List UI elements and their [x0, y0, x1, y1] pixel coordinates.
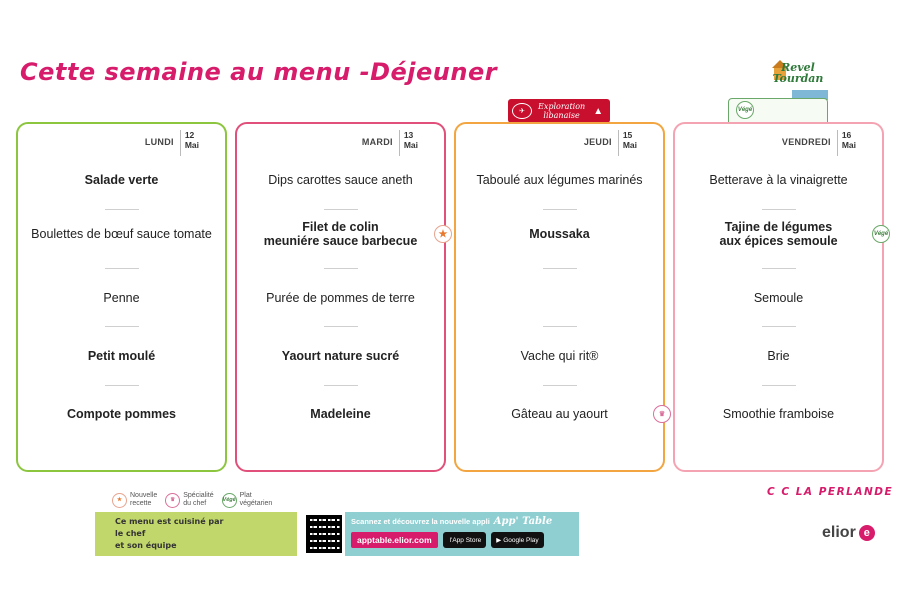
revel-line2: Tourdan: [772, 72, 824, 85]
dish-divider: [543, 385, 577, 386]
dish-1: Taboulé aux légumes marinés: [476, 173, 643, 187]
exploration-libanaise-tag: [508, 99, 610, 123]
dish-divider: [105, 209, 139, 210]
revel-tourdan-text: [768, 62, 828, 84]
dish-divider: [105, 326, 139, 327]
dish-5: Smoothie framboise: [722, 407, 835, 421]
dish-divider: [762, 385, 796, 386]
google-play-button[interactable]: ▶ Google Play: [491, 532, 543, 548]
dish-divider: [324, 385, 358, 386]
app-store-button[interactable]: l'App Store: [443, 532, 487, 548]
app-banner[interactable]: [303, 512, 579, 556]
dish-4: Brie: [767, 349, 790, 363]
day-header: [584, 130, 637, 156]
nouvelle-recette-icon: ★: [434, 225, 452, 243]
site-name: C C LA PERLANDE: [767, 486, 894, 498]
dish-2: Moussaka: [529, 227, 590, 241]
cook-note-line2: le chef: [115, 529, 146, 538]
dish-divider: [324, 268, 358, 269]
dish-2: Boulettes de bœuf sauce tomate: [31, 227, 212, 241]
dish-3: Penne: [103, 291, 140, 305]
day-card-lundi: [16, 122, 227, 472]
cook-note: [95, 512, 297, 556]
day-date: 12 Mai: [184, 130, 199, 150]
dish-4: Petit moulé: [87, 349, 156, 363]
dish-3: Semoule: [753, 291, 804, 305]
revel-line1: Revel: [781, 61, 815, 74]
dish-1: Dips carottes sauce aneth: [268, 173, 413, 187]
day-header: [362, 130, 418, 156]
dish-1: Salade verte: [84, 173, 159, 187]
brand-name: elior: [822, 524, 856, 541]
day-card-vendredi: [673, 122, 889, 472]
dish-4: Vache qui rit®: [520, 349, 599, 363]
dish-divider: [105, 385, 139, 386]
dish-divider: [543, 268, 577, 269]
day-separator: [837, 130, 838, 156]
day-separator: [180, 130, 181, 156]
day-header: [782, 130, 856, 156]
dish-divider: [762, 268, 796, 269]
app-name: App' Table: [493, 516, 553, 527]
app-banner-text: Scannez et découvrez la nouvelle appli: [351, 517, 490, 526]
cedar-icon: ▲: [593, 105, 604, 117]
dish-divider: [762, 209, 796, 210]
specialite-chef-icon: ♛: [165, 493, 180, 508]
dish-divider: [324, 209, 358, 210]
day-header: [145, 130, 199, 156]
dish-5: Madeleine: [310, 407, 371, 421]
plat-vegetarien-icon: Végé: [222, 493, 237, 508]
day-date: 13 Mai: [403, 130, 418, 150]
cook-note-line3: et son équipe: [115, 541, 177, 550]
elior-mark-icon: e: [859, 525, 875, 541]
dish-divider: [543, 209, 577, 210]
cook-note-line1: Ce menu est cuisiné par: [115, 517, 224, 526]
dish-5: Gâteau au yaourt: [511, 407, 608, 421]
globe-icon: ✈: [512, 103, 532, 119]
nouvelle-recette-icon: ★: [112, 493, 127, 508]
day-separator: [399, 130, 400, 156]
day-name: MARDI: [361, 137, 393, 147]
dish-3: Purée de pommes de terre: [266, 291, 415, 305]
dish-1: Betterave à la vinaigrette: [709, 173, 848, 187]
play-icon: ▶: [496, 537, 502, 544]
dish-divider: [324, 326, 358, 327]
dish-4: Yaourt nature sucré: [281, 349, 400, 363]
apptable-link[interactable]: apptable.elior.com: [351, 532, 438, 548]
dish-2: Tajine de légumes aux épices semoule: [719, 220, 838, 248]
day-card-mardi: [235, 122, 446, 472]
day-card-jeudi: [454, 122, 665, 472]
legend-item-plat-vegetarien: Végé Plat végétarien: [222, 492, 273, 507]
day-name: VENDREDI: [781, 137, 831, 147]
legend-item-nouvelle-recette: ★ Nouvelle recette: [112, 492, 157, 508]
specialite-chef-icon: ♛: [653, 405, 671, 423]
plat-vegetarien-icon: Végé: [872, 225, 890, 243]
legend: [112, 492, 272, 508]
day-date: 16 Mai: [841, 130, 856, 150]
qr-code[interactable]: [303, 512, 345, 556]
page-title: Cette semaine au menu -Déjeuner: [20, 58, 498, 86]
dish-divider: [762, 326, 796, 327]
legend-item-specialite-chef: ♛ Spécialité du chef: [165, 492, 213, 508]
day-date: 15 Mai: [622, 130, 637, 150]
dish-divider: [543, 326, 577, 327]
dish-5: Compote pommes: [66, 407, 177, 421]
exploration-line1: Exploration: [538, 102, 586, 111]
elior-logo: [822, 524, 875, 542]
day-name: JEUDI: [583, 137, 612, 147]
vege-badge-icon: Végé: [736, 101, 754, 119]
day-name: LUNDI: [144, 137, 174, 147]
day-separator: [618, 130, 619, 156]
exploration-line2: libanaise: [543, 111, 580, 120]
dish-divider: [105, 268, 139, 269]
dish-2: Filet de colin meuniére sauce barbecue: [263, 220, 418, 248]
